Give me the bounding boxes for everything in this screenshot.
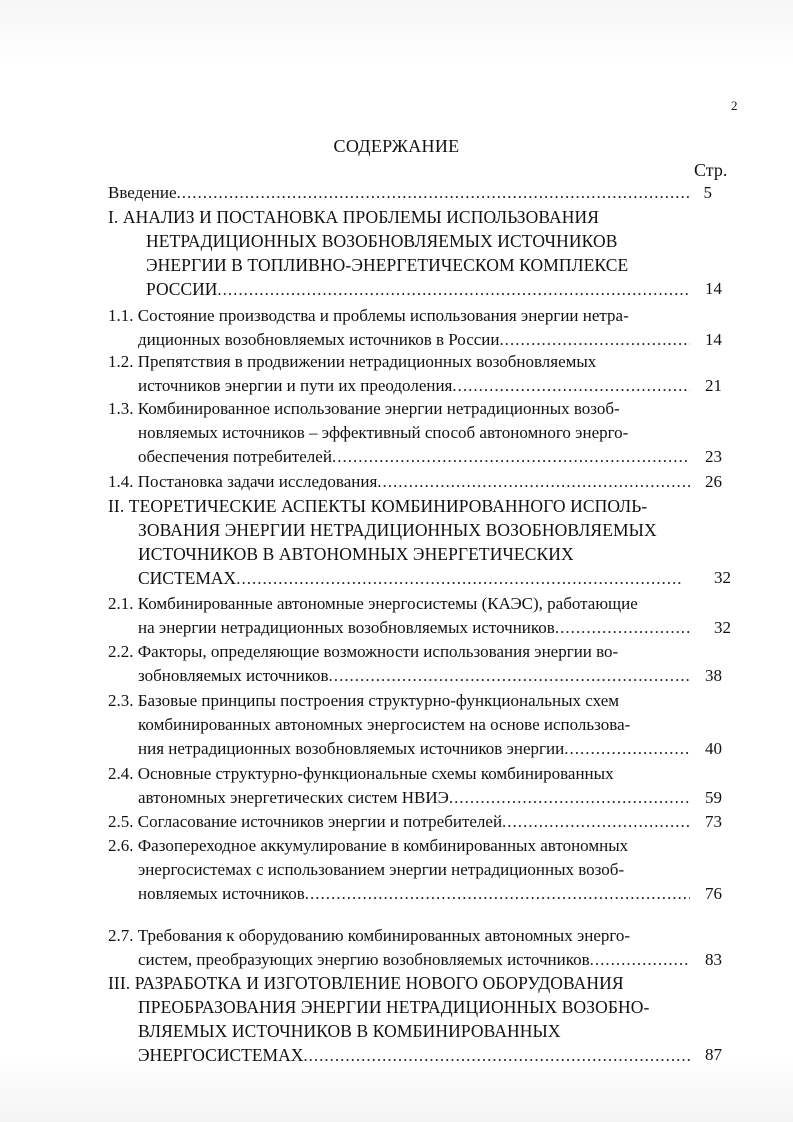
toc-entry-last-line [146, 277, 690, 301]
toc-entry-last-line [138, 374, 690, 398]
toc-entry-last-line [108, 470, 690, 494]
toc-entry-text: зобновляемых источников [138, 666, 329, 685]
toc-entry-last-line [138, 786, 690, 810]
toc-entry-text: новляемых источников [138, 884, 305, 903]
dot-leader [452, 374, 690, 398]
dot-leader [449, 786, 690, 810]
toc-entry-last-line [138, 328, 690, 352]
toc-entry-text: ЗОВАНИЯ ЭНЕРГИИ НЕТРАДИЦИОННЫХ ВОЗОБНОВЛЯЕМЫХ [138, 520, 657, 540]
toc-entry-last-line [138, 948, 690, 972]
toc-entry-text: РОССИИ [146, 279, 218, 299]
toc-entry-last-line [138, 445, 690, 469]
toc-entry-text: ИСТОЧНИКОВ В АВТОНОМНЫХ ЭНЕРГЕТИЧЕСКИХ [138, 544, 574, 564]
toc-entry-text: 2.1. Комбинированные автономные энергосистемы (КАЭС), работающие [108, 594, 638, 613]
toc-entry-text: 1.3. Комбинированное использование энергии нетрадиционных возоб- [108, 399, 620, 418]
toc-page-number: 32 [714, 618, 731, 637]
toc-entry-last-line [138, 882, 690, 906]
toc-entry-text: диционных возобновляемых источников в России [138, 330, 500, 349]
toc-entry-text: ПРЕОБРАЗОВАНИЯ ЭНЕРГИИ НЕТРАДИЦИОННЫХ ВОЗОБНО- [138, 997, 650, 1017]
dot-leader [177, 181, 690, 205]
dot-leader [236, 567, 682, 591]
dot-leader [590, 948, 690, 972]
dot-leader [305, 882, 690, 906]
toc-entry-text: систем, преобразующих энергию возобновляемых источников [138, 950, 590, 969]
toc-entry-text: III. РАЗРАБОТКА И ИЗГОТОВЛЕНИЕ НОВОГО ОБОРУДОВАНИЯ [108, 973, 624, 993]
dot-leader [564, 737, 690, 761]
toc-entry-text: 1.1. Состояние производства и проблемы использования энергии нетра- [108, 306, 629, 325]
toc-entry-text: 2.3. Базовые принципы построения структурно-функциональных схем [108, 691, 619, 710]
dot-leader [377, 470, 690, 494]
toc-entry-text: 2.4. Основные структурно-функциональные схемы комбинированных [108, 764, 614, 783]
page-title: СОДЕРЖАНИЕ [333, 136, 460, 156]
toc-entry-text: СИСТЕМАХ [138, 568, 237, 588]
toc-page-number: 38 [705, 666, 722, 685]
dot-leader [332, 445, 690, 469]
toc-page-number: 73 [705, 812, 722, 831]
toc-entry-last-line [138, 566, 682, 590]
page-number: 2 [731, 98, 738, 113]
toc-page-number: 32 [714, 568, 731, 587]
toc-entry-text: 1.2. Препятствия в продвижении нетрадиционных возобновляемых [108, 352, 597, 371]
toc-entry-text: новляемых источников – эффективный способ автономного энерго- [138, 423, 629, 442]
dot-leader [303, 1044, 690, 1068]
toc-entry-text: НЕТРАДИЦИОННЫХ ВОЗОБНОВЛЯЕМЫХ ИСТОЧНИКОВ [146, 231, 618, 251]
toc-entry-text: энергосистемах с использованием энергии нетрадиционных возоб- [138, 860, 625, 879]
toc-entry-text: автономных энергетических систем НВИЭ [138, 788, 449, 807]
toc-entry-text: комбинированных автономных энергосистем на основе использова- [138, 715, 631, 734]
toc-page-number: 40 [705, 739, 722, 758]
toc-entry-text: обеспечения потребителей [138, 447, 332, 466]
dot-leader [502, 810, 690, 834]
toc-entry-text: ВЛЯЕМЫХ ИСТОЧНИКОВ В КОМБИНИРОВАННЫХ [138, 1021, 561, 1041]
dot-leader [555, 616, 690, 640]
toc-page-number: 83 [705, 950, 722, 969]
dot-leader [329, 664, 690, 688]
toc-entry-last-line [138, 737, 690, 761]
toc-page-number: 14 [705, 330, 722, 349]
toc-entry-text: ЭНЕРГОСИСТЕМАХ [138, 1045, 304, 1065]
toc-entry-text: на энергии нетрадиционных возобновляемых источников [138, 618, 555, 637]
toc-entry-last-line [108, 181, 690, 205]
toc-page-number: 5 [703, 183, 712, 202]
toc-entry-text: ния нетрадиционных возобновляемых источников энергии [138, 739, 565, 758]
toc-page-number: 26 [705, 472, 722, 491]
page-column-header: Стр. [694, 160, 728, 180]
toc-entry-last-line [138, 664, 690, 688]
toc-entry-last-line [138, 616, 690, 640]
toc-entry-text: 2.5. Согласование источников энергии и потребителей [108, 812, 503, 831]
toc-entry-last-line [138, 1043, 690, 1067]
toc-entry-text: Введение [108, 183, 177, 202]
toc-entry-last-line [108, 810, 690, 834]
dot-leader [217, 278, 690, 302]
toc-page-number: 23 [705, 447, 722, 466]
dot-leader [500, 328, 690, 352]
toc-page-number: 21 [705, 376, 722, 395]
toc-page-number: 76 [705, 884, 722, 903]
toc-entry-text: 2.2. Факторы, определяющие возможности использования энергии во- [108, 642, 619, 661]
toc-entry-text: 2.7. Требования к оборудованию комбинированных автономных энерго- [108, 926, 631, 945]
toc-entry-text: источников энергии и пути их преодоления [138, 376, 453, 395]
toc-entry-text: II. ТЕОРЕТИЧЕСКИЕ АСПЕКТЫ КОМБИНИРОВАННОГО ИСПОЛЬ- [108, 496, 648, 516]
toc-entry-text: 2.6. Фазопереходное аккумулирование в комбинированных автономных [108, 836, 629, 855]
toc-entry-text: ЭНЕРГИИ В ТОПЛИВНО-ЭНЕРГЕТИЧЕСКОМ КОМПЛЕКСЕ [146, 255, 629, 275]
toc-page-number: 14 [705, 279, 722, 298]
toc-entry-text: 1.4. Постановка задачи исследования [108, 472, 378, 491]
toc-page-number: 59 [705, 788, 722, 807]
toc-page-number: 87 [705, 1045, 722, 1064]
toc-entry-text: I. АНАЛИЗ И ПОСТАНОВКА ПРОБЛЕМЫ ИСПОЛЬЗОВАНИЯ [108, 207, 600, 227]
